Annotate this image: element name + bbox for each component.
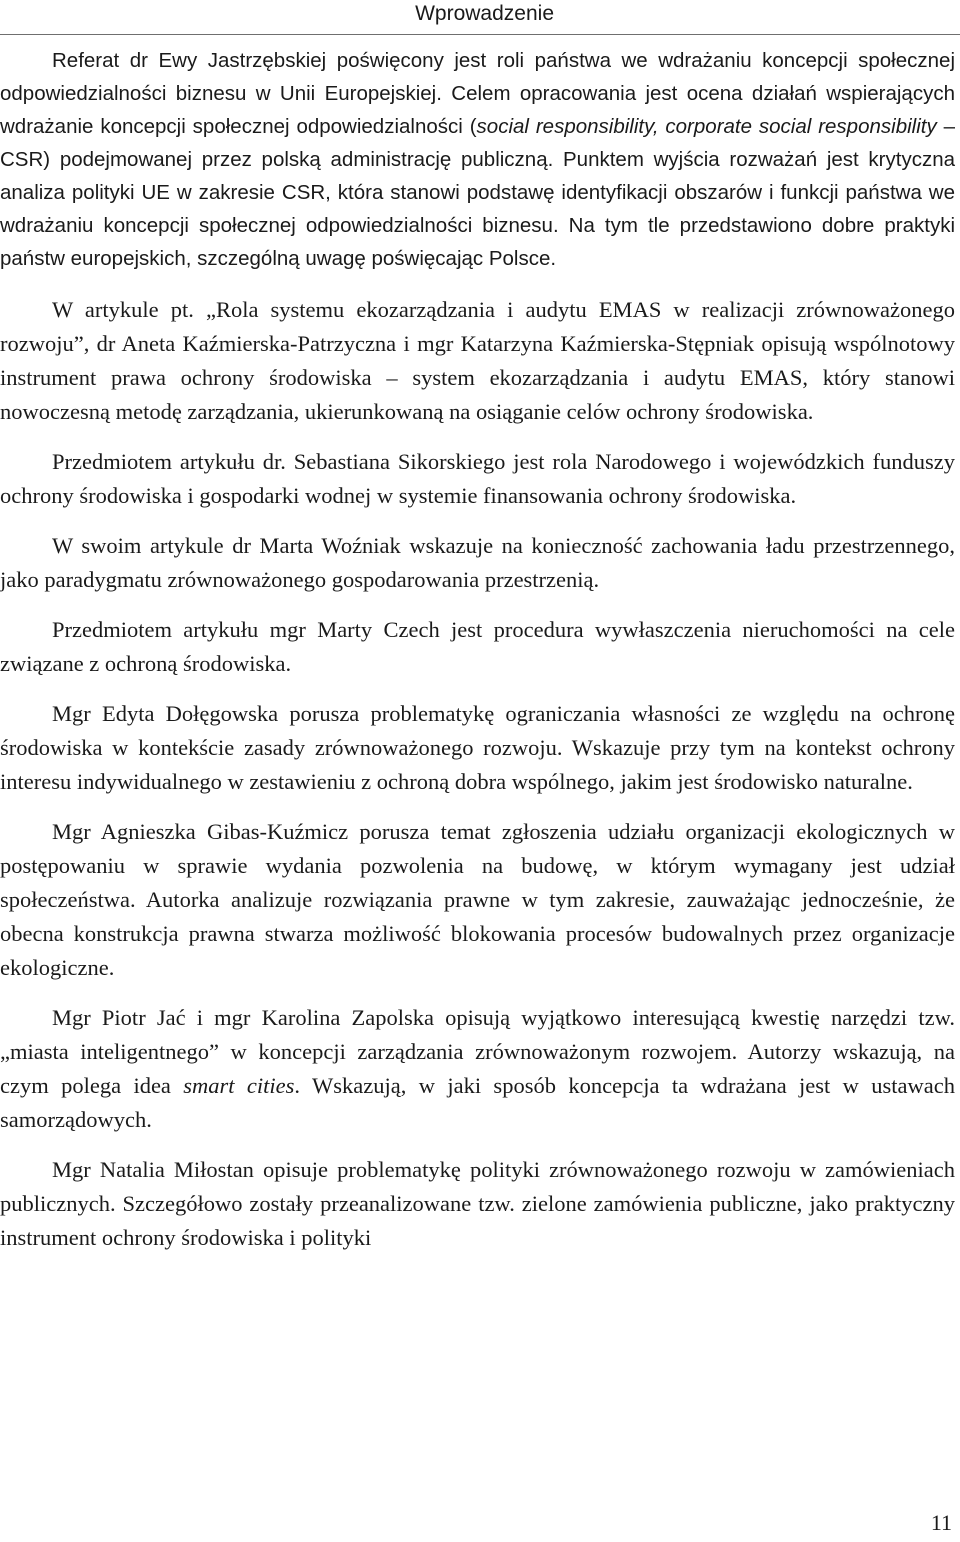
- body-text: [0, 44, 955, 1255]
- paragraph-milostan: Mgr Natalia Miłostan opisuje problematykę polityki zrównoważonego rozwoju w zamówieniach publicznych. Szczegółowo zostały przeanalizowane tzw. zielone zamówienia publiczne, jako praktyczny instrument ochrony środowiska i polityki: [0, 1157, 955, 1250]
- paragraph-wozniak: W swoim artykule dr Marta Woźniak wskazuje na konieczność zachowania ładu przestrzennego, jako paradygmatu zrównoważonego gospodarowania przestrzenią.: [0, 533, 955, 592]
- italic-term: social responsibility, corporate social responsibility: [476, 115, 937, 138]
- paragraph-sikorski: Przedmiotem artykułu dr. Sebastiana Sikorskiego jest rola Narodowego i wojewódzkich funduszy ochrony środowiska i gospodarki wodnej w systemie finansowania ochrony środowiska.: [0, 449, 955, 508]
- page-number: 11: [930, 1510, 952, 1535]
- running-header: Wprowadzenie: [415, 2, 554, 25]
- italic-term: smart cities: [183, 1073, 295, 1098]
- paragraph-text: Referat dr Ewy Jastrzębskiej poświęcony jest roli państwa we wdrażaniu koncepcji społecznej odpowiedzialności biznesu w Unii Europejskiej. Celem opracowania jest ocena działań wspierających wdrażanie koncepcji społecznej odpowiedzialności (: [0, 49, 955, 138]
- paragraph-jastrzebska: [0, 44, 955, 275]
- paragraph-text: . Wskazują, w jaki sposób koncepcja ta wdrażana jest w ustawach samorządowych.: [0, 1073, 955, 1132]
- paragraph-czech: Przedmiotem artykułu mgr Marty Czech jest procedura wywłaszczenia nieruchomości na cele związane z ochroną środowiska.: [0, 617, 955, 676]
- paragraph-text: – CSR) podejmowanej przez polską administrację publiczną. Punktem wyjścia rozważań jest krytyczna analiza polityki UE w zakresie CSR, która stanowi podstawę identyfikacji obszarów i funkcji państwa we wdrażaniu koncepcji społecznej odpowiedzialności biznesu. Na tym tle przedstawiono dobre praktyki państw europejskich, szczególną uwagę poświęcając Polsce.: [0, 115, 955, 270]
- paragraph-text: Mgr Piotr Jać i mgr Karolina Zapolska opisują wyjątkowo interesującą kwestię narzędzi tzw. „miasta inteligentnego” w koncepcji zarządzania zrównoważonym rozwojem. Autorzy wskazują, na czym polega idea: [0, 1005, 955, 1098]
- header-rule: [0, 34, 960, 35]
- paragraph-jac-zapolska: [0, 1001, 955, 1137]
- paragraph-emas: W artykule pt. „Rola systemu ekozarządzania i audytu EMAS w realizacji zrównoważonego rozwoju”, dr Aneta Kaźmierska-Patrzyczna i mgr Katarzyna Kaźmierska-Stępniak opisują wspólnotowy instrument prawa ochrony środowiska – system ekozarządzania i audytu EMAS, który stanowi nowoczesną metodę zarządzania, ukierunkowaną na osiąganie celów ochrony środowiska.: [0, 297, 955, 424]
- paragraph-gibas-kuzmicz: Mgr Agnieszka Gibas-Kuźmicz porusza temat zgłoszenia udziału organizacji ekologicznych w postępowaniu w sprawie wydania pozwolenia na budowę, w którym wymagany jest udział społeczeństwa. Autorka analizuje rozwiązania prawne w tym zakresie, zauważając jednocześnie, że obecna konstrukcja prawna stwarza możliwość blokowania procesów budowalnych przez organizacje ekologiczne.: [0, 819, 955, 980]
- paragraph-dolegowska: Mgr Edyta Dołęgowska porusza problematykę ograniczania własności ze względu na ochronę środowiska w kontekście zasady zrównoważonego rozwoju. Wskazuje przy tym na kontekst ochrony interesu indywidualnego w zestawieniu z ochroną dobra wspólnego, jakim jest środowisko naturalne.: [0, 701, 955, 794]
